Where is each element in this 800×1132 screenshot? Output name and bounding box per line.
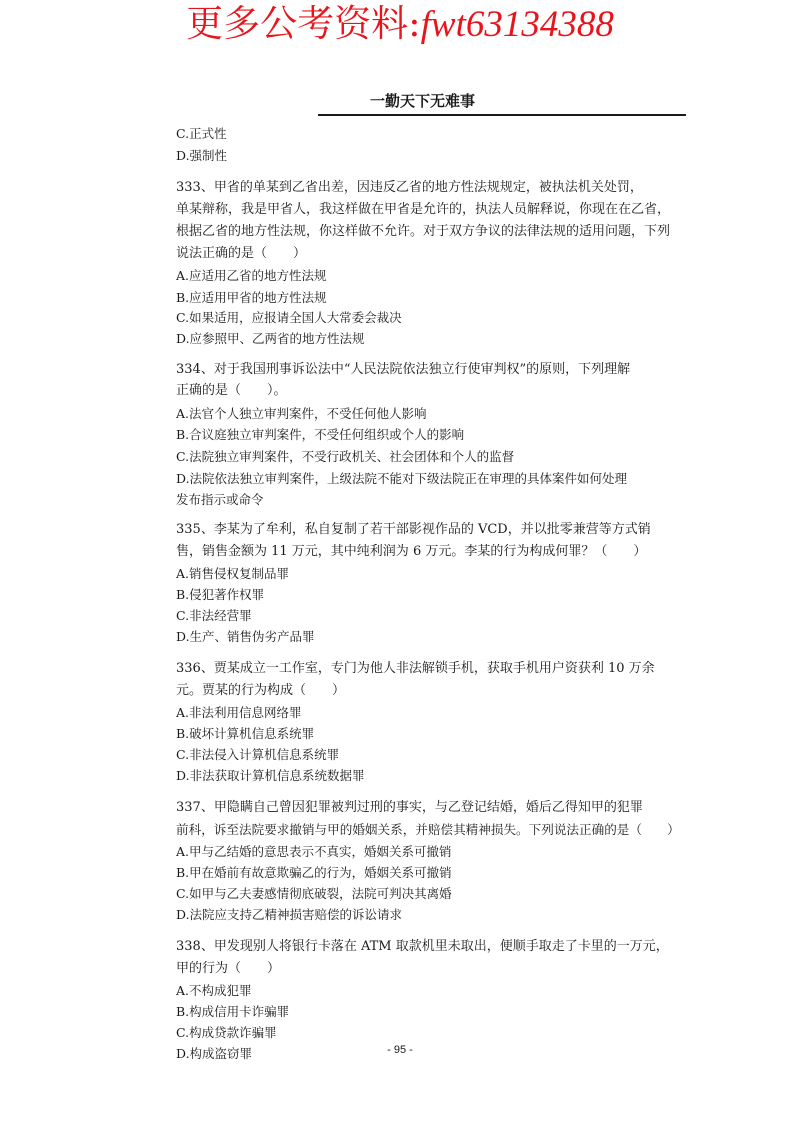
text-line: D.强制性 [176,148,228,163]
question-336-line: 元。贾某的行为构成（ ） [176,683,346,698]
option-d: D.非法获取计算机信息系统数据罪 [176,768,365,783]
question-333-line: 根据乙省的地方性法规，你这样做不允许。对于双方争议的法律法规的适用问题，下列 [176,224,671,239]
option-b: B.合议庭独立审判案件，不受任何组织或个人的影响 [176,427,465,442]
header-rule [318,114,686,116]
banner-code: fwt63134388 [420,4,614,45]
option-b: B.侵犯著作权罪 [176,587,265,602]
option-c: C.构成贷款诈骗罪 [176,1025,277,1040]
page-number: - 95 - [387,1044,413,1056]
question-337-line: 337、甲隐瞒自己曾因犯罪被判过刑的事实，与乙登记结婚，婚后乙得知甲的犯罪 [176,800,643,815]
option-d: D.生产、销售伪劣产品罪 [176,629,315,644]
option-d: D.法院依法独立审判案件，上级法院不能对下级法院正在审理的具体案件如何处理 [176,471,628,486]
option-a: A.甲与乙结婚的意思表示不真实，婚姻关系可撤销 [176,844,452,859]
question-338-line: 338、甲发现别人将银行卡落在 ATM 取款机里未取出，便顺手取走了卡里的一万元， [176,939,669,954]
banner-prefix: 更多公考资料: [186,2,421,45]
option-c: C.法院独立审判案件，不受行政机关、社会团体和个人的监督 [176,449,515,464]
option-a: A.非法利用信息网络罪 [176,705,302,720]
option-d: D.构成盗窃罪 [176,1046,253,1061]
question-333-line: 单某辩称，我是甲省人，我这样做在甲省是允许的，执法人员解释说，你现在在乙省， [176,202,671,217]
option-d: D.法院应支持乙精神损害赔偿的诉讼请求 [176,907,403,922]
option-c: C.如甲与乙夫妻感情彻底破裂，法院可判决其离婚 [176,886,452,901]
option-b: B.破坏计算机信息系统罪 [176,726,315,741]
question-337-line: 前科，诉至法院要求撤销与甲的婚姻关系，并赔偿其精神损失。下列说法正确的是（ ） [176,822,680,837]
question-338-line: 甲的行为（ ） [176,961,281,976]
header-title: 一勤天下无难事 [370,92,476,110]
option-a: A.应适用乙省的地方性法规 [176,268,327,283]
question-333-line: 说法正确的是（ ） [176,246,307,261]
option-d-continued: 发布指示或命令 [176,492,264,507]
option-c: C.非法经营罪 [176,608,252,623]
option-a: A.销售侵权复制品罪 [176,566,290,581]
question-336-line: 336、贾某成立一工作室，专门为他人非法解锁手机，获取手机用户资获利 10 万余 [176,661,655,676]
question-335-line: 售，销售金额为 11 万元，其中纯利润为 6 万元。李某的行为构成何罪？（ ） [176,544,647,559]
question-333-line: 333、甲省的单某到乙省出差，因违反乙省的地方性法规规定，被执法机关处罚， [176,180,643,195]
option-b: B.甲在婚前有故意欺骗乙的行为，婚姻关系可撤销 [176,865,452,880]
text-line: C.正式性 [176,126,227,141]
option-b: B.构成信用卡诈骗罪 [176,1004,290,1019]
option-a: A.法官个人独立审判案件，不受任何他人影响 [176,406,427,421]
promo-banner [0,2,800,47]
option-c: C.非法侵入计算机信息系统罪 [176,747,340,762]
question-334-line: 正确的是（ ）。 [176,383,287,398]
option-c: C.如果适用，应报请全国人大常委会裁决 [176,310,402,325]
option-a: A.不构成犯罪 [176,983,252,998]
question-334-line: 334、对于我国刑事诉讼法中“人民法院依法独立行使审判权”的原则，下列理解 [176,362,631,377]
question-335-line: 335、李某为了牟利，私自复制了若干部影视作品的 VCD，并以批零兼营等方式销 [176,522,651,537]
option-b: B.应适用甲省的地方性法规 [176,290,327,305]
option-d: D.应参照甲、乙两省的地方性法规 [176,331,365,346]
